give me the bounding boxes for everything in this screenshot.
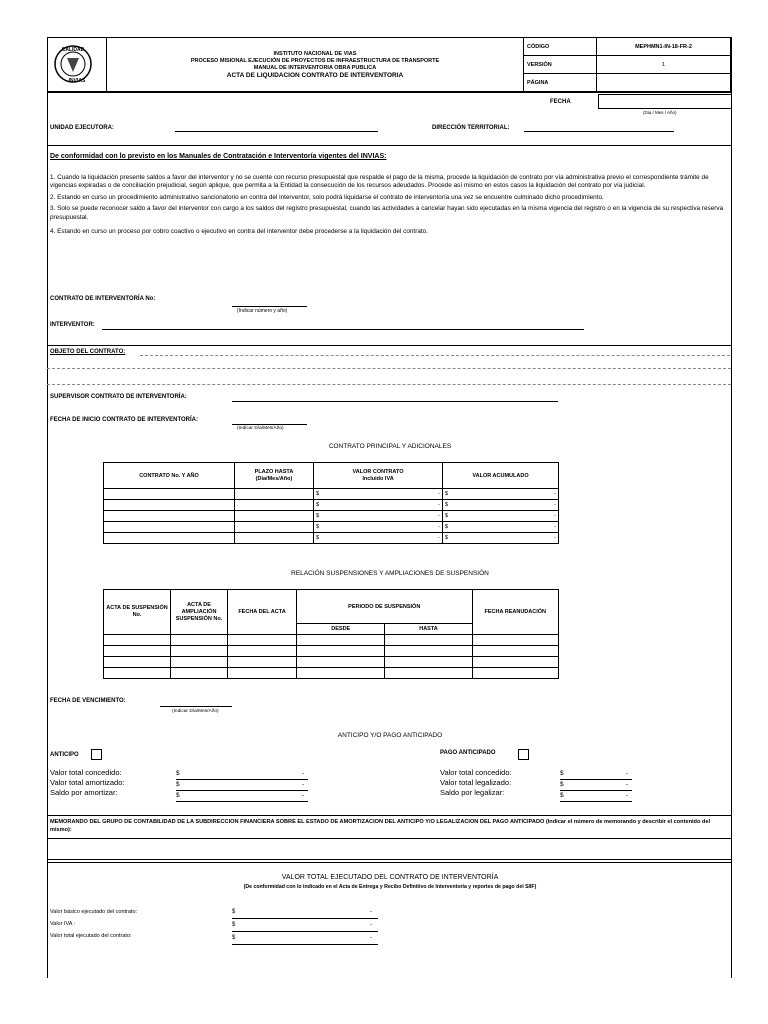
paragraph-4: 4. Estando en curso un proceso por cobro coactivo o ejecutivo en contra del interventor debe procederse a la liquidación del contrato. [50,228,428,236]
valor-total-top-line [47,862,731,863]
cell[interactable] [314,533,443,544]
logo-cell [48,38,107,92]
pago-value-row[interactable] [560,769,632,780]
table-row[interactable] [104,533,559,544]
paragraph-3: 3. Solo se puede reconocer saldo a favor del interventor con cargo a los saldos del registro presupuestal, cuando las actividades a cancelar hayan sido ejecutadas en la misma vigencia del registro o en la vigencia de su respectiva reserva presupuestal. [50,205,724,221]
contrato-label: CONTRATO DE INTERVENTORÍA No: [50,296,156,302]
currency-symbol: $ [445,524,449,530]
cell[interactable] [472,646,559,657]
currency-symbol: $ [316,491,320,497]
value-dash: - [438,513,440,519]
cell[interactable] [235,522,314,533]
cell[interactable] [104,635,171,646]
pagina-value[interactable] [597,74,731,92]
pago-valor-legalizado-label: Valor total legalizado: [440,778,512,787]
currency-symbol: $ [176,781,180,788]
col-acta-ampliacion: ACTA DE AMPLIACIÓN SUSPENSIÓN No. [171,590,228,635]
fecha-hint: (Dia / Mes / Año) [643,110,677,115]
cell[interactable] [385,657,472,668]
anticipo-checkbox[interactable] [91,749,102,760]
cell[interactable] [314,511,443,522]
version-value: 1 [597,56,731,74]
header-separator [47,91,731,93]
cell[interactable] [171,657,228,668]
valor-total-value-row[interactable] [232,919,378,932]
cell[interactable] [228,646,297,657]
value-dash: - [370,909,372,915]
svg-text:CALIDAD: CALIDAD [61,46,85,53]
value-dash: - [554,535,556,541]
cell[interactable] [443,500,559,511]
currency-symbol: $ [560,770,564,777]
col-valor-acumulado: VALOR ACUMULADO [443,463,559,489]
value-dash: - [301,781,304,788]
pago-right-values [560,769,632,802]
valor-total-ejecutado-label: Valor total ejecutado del contrato: [50,933,132,939]
cell[interactable] [235,489,314,500]
currency-symbol: $ [232,935,236,941]
col-fecha-acta: FECHA DEL ACTA [228,590,297,635]
section-separator [47,145,731,146]
col-periodo-suspension: PERIODO DE SUSPENSIÓN [297,590,473,624]
fecha-inicio-label: FECHA DE INICIO CONTRATO DE INTERVENTORÍA: [50,417,199,423]
objeto-field-line-3[interactable] [47,384,731,385]
cell[interactable] [385,635,472,646]
fecha-input[interactable] [598,94,732,109]
table-row[interactable] [104,489,559,500]
objeto-top-line [47,345,731,346]
valor-basico-label: Valor básico ejecutado del contrato: [50,909,138,915]
value-dash: - [554,502,556,508]
conformidad-title: De conformidad con lo previsto en los Manuales de Contratación e Interventoría vigentes del INVIAS: [50,153,387,160]
cell[interactable] [297,668,385,679]
valor-total-subtitle: (De conformidad con lo indicado en el Acta de Entrega y Recibo Definitivo de Interventoría y reportes de pago del SIIF) [243,884,537,890]
anticipo-left-labels [50,768,124,798]
pago-value-row[interactable] [560,791,632,802]
currency-symbol: $ [176,792,180,799]
value-dash: - [554,491,556,497]
cell[interactable] [472,668,559,679]
suspensiones-table [103,589,559,679]
cell[interactable] [228,657,297,668]
header-table [47,37,731,92]
cell[interactable] [297,657,385,668]
vencimiento-field[interactable] [160,706,232,707]
cell[interactable] [171,646,228,657]
value-dash: - [554,513,556,519]
valor-total-values [232,906,378,945]
fecha-inicio-hint: (Indicar Día/Mes/Año) [237,426,284,431]
objeto-label: OBJETO DEL CONTRATO: [50,349,126,355]
cell[interactable] [297,635,385,646]
currency-symbol: $ [445,513,449,519]
document-title: ACTA DE LIQUIDACION CONTRATO DE INTERVENTORIA [226,71,404,79]
vencimiento-hint: (Indicar Día/Mes/Año) [172,709,219,714]
objeto-field-line-2[interactable] [47,368,731,369]
currency-symbol: $ [445,535,449,541]
table-row[interactable] [104,500,559,511]
col-contrato-no: CONTRATO No. Y AÑO [104,463,235,489]
fecha-label: FECHA [550,99,571,105]
currency-symbol: $ [445,491,449,497]
pago-anticipado-label: PAGO ANTICIPADO [440,750,496,756]
conformidad-paragraphs [50,174,728,236]
valor-total-title: VALOR TOTAL EJECUTADO DEL CONTRATO DE INTERVENTORÍA [281,874,499,881]
col-hasta: HASTA [385,624,472,635]
codigo-value: MEPHMN1-IN-18-FR-2 [597,38,731,56]
currency-symbol: $ [316,502,320,508]
value-dash: - [625,770,628,777]
cell[interactable] [235,511,314,522]
version-label: VERSIÓN [524,56,597,74]
currency-symbol: $ [316,535,320,541]
value-dash: - [438,491,440,497]
anticipo-title: ANTICIPO Y/O PAGO ANTICIPADO [337,732,443,739]
pago-value-row[interactable] [560,780,632,791]
table-row[interactable] [104,657,559,668]
suspensiones-rows [104,635,559,679]
table-row[interactable] [104,668,559,679]
currency-symbol: $ [316,513,320,519]
col-valor-contrato [314,463,443,489]
value-dash: - [554,524,556,530]
contrato-principal-title: CONTRATO PRINCIPAL Y ADICIONALES [328,443,452,450]
cell[interactable] [443,489,559,500]
cell[interactable] [228,635,297,646]
valor-total-labels [50,906,137,942]
anticipo-valor-concedido-label: Valor total concedido: [50,768,122,777]
cell[interactable] [314,522,443,533]
cell[interactable] [472,657,559,668]
direccion-territorial-field[interactable] [524,131,674,132]
unidad-ejecutora-label: UNIDAD EJECUTORA: [50,125,114,131]
value-dash: - [370,935,372,941]
cell[interactable] [104,533,235,544]
cell[interactable] [443,511,559,522]
table-row[interactable] [104,511,559,522]
cell[interactable] [104,511,235,522]
value-dash: - [438,502,440,508]
suspensiones-title: RELACIÓN SUSPENSIONES Y AMPLIACIONES DE SUSPENSIÓN [291,570,489,577]
pago-anticipado-checkbox[interactable] [518,749,529,760]
table-row[interactable] [104,646,559,657]
pagina-label: PÁGINA [524,74,597,92]
direccion-territorial-label: DIRECCIÓN TERRITORIAL: [432,125,510,131]
table-row[interactable] [104,635,559,646]
svg-text:INVIAS: INVIAS [68,77,86,84]
currency-symbol: $ [445,502,449,508]
col-plazo-hasta: PLAZO HASTA (Día/Mes/Año) [235,463,314,489]
col-fecha-reanudacion: FECHA REANUDACIÓN [472,590,559,635]
codigo-label: CÓDIGO [524,38,597,56]
anticipo-label: ANTICIPO [50,752,79,758]
cell[interactable] [385,646,472,657]
vencimiento-label: FECHA DE VENCIMIENTO: [50,698,126,704]
anticipo-value-row[interactable] [176,780,308,791]
col-valor-contrato-line-2: Incluido IVA [362,475,394,482]
cell[interactable] [235,533,314,544]
cell[interactable] [104,646,171,657]
interventor-field[interactable] [102,329,584,330]
supervisor-field[interactable] [232,401,558,402]
memorando-top-line [47,815,731,816]
cell[interactable] [228,668,297,679]
pago-right-labels [440,768,512,798]
contrato-hint: (Indicar número y año) [237,308,288,314]
cell[interactable] [443,533,559,544]
cell[interactable] [104,668,171,679]
memorando-field[interactable] [47,838,731,860]
valor-total-value-row[interactable] [232,932,378,945]
table-row[interactable] [104,522,559,533]
contrato-principal-table [103,462,559,544]
currency-symbol: $ [560,792,564,799]
institute-name: INSTITUTO NACIONAL DE VIAS [273,50,357,57]
value-dash: - [301,770,304,777]
value-dash: - [438,524,440,530]
valor-total-value-row[interactable] [232,906,378,919]
col-desde: DESDE [297,624,385,635]
anticipo-saldo-label: Saldo por amortizar: [50,788,118,797]
valor-iva-label: Valor IVA : [50,921,76,927]
pago-saldo-label: Saldo por legalizar: [440,788,505,797]
currency-symbol: $ [232,922,236,928]
cell[interactable] [235,500,314,511]
currency-symbol: $ [176,770,180,777]
col-valor-contrato-line-1: VALOR CONTRATO [352,468,404,475]
cell[interactable] [104,522,235,533]
memorando-text: MEMORANDO DEL GRUPO DE CONTABILIDAD DE LA SUBDIRECCION FINANCIERA SOBRE EL ESTADO DE AMORTIZACION DEL ANTICIPO Y/O LEGALIZACION DEL PAGO ANTICIPADO (Indicar el número de memorando y describir el contenido del mismo): [50,819,711,833]
value-dash: - [370,922,372,928]
anticipo-valor-amortizado-label: Valor total amortizado: [50,778,125,787]
currency-symbol: $ [316,524,320,530]
paragraph-1: 1. Cuando la liquidación presente saldos a favor del interventor y no se cuente con recurso presupuestal que respalde el pago de la misma, procede la liquidación de contrato por vía administrativa previo el correspondiente trámite de vigencias expiradas o de conciliación prejudicial, según aplique, que permita a la Entidad la consecución de los recursos adeudados. Procede así mismo en estos casos la liquidación del contrato por vía judicial. [50,174,709,190]
currency-symbol: $ [232,909,236,915]
col-acta-suspension: ACTA DE SUSPENSIÓN No. [104,590,171,635]
value-dash: - [625,781,628,788]
value-dash: - [301,792,304,799]
cell[interactable] [297,646,385,657]
interventor-label: INTERVENTOR: [50,322,95,328]
cell[interactable] [104,489,235,500]
unidad-ejecutora-field[interactable] [175,131,378,132]
contrato-field[interactable] [232,306,307,307]
manual-name: MANUAL DE INTERVENTORIA OBRA PUBLICA [253,64,377,71]
header-title-cell [107,38,524,92]
supervisor-label: SUPERVISOR CONTRATO DE INTERVENTORÍA: [50,394,187,400]
fecha-inicio-field[interactable] [232,424,307,425]
cell[interactable] [314,489,443,500]
cell[interactable] [104,657,171,668]
cell[interactable] [171,668,228,679]
value-dash: - [438,535,440,541]
cell[interactable] [104,500,235,511]
cell[interactable] [472,635,559,646]
invias-logo-icon [51,42,95,86]
currency-symbol: $ [560,781,564,788]
contrato-principal-rows [104,489,559,544]
cell[interactable] [171,635,228,646]
cell[interactable] [314,500,443,511]
objeto-field-line-1[interactable] [140,355,730,356]
paragraph-2: 2. Estando en curso un procedimiento administrativo sancionatorio en contra del interventor, solo podrá liquidarse el contrato de interventoría una vez se encuentre culminado dicho procedimiento. [50,193,604,201]
pago-valor-concedido-label: Valor total concedido: [440,768,512,777]
anticipo-value-row[interactable] [176,791,308,802]
cell[interactable] [443,522,559,533]
cell[interactable] [385,668,472,679]
anticipo-left-values [176,769,308,802]
anticipo-value-row[interactable] [176,769,308,780]
process-name: PROCESO MISIONAL EJECUCIÓN DE PROYECTOS DE INFRAESTRUCTURA DE TRANSPORTE [190,57,440,64]
value-dash: - [625,792,628,799]
